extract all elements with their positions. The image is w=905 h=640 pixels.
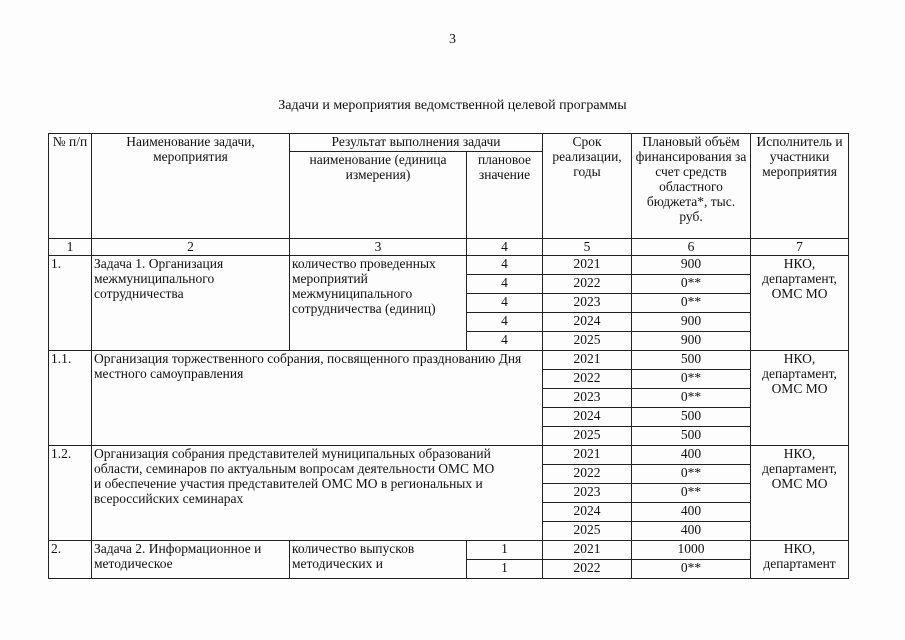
row-executor: НКО, департамент, ОМС МО [751, 446, 849, 541]
table-row [49, 446, 849, 465]
row-result-name: количество выпусков методических и [290, 541, 467, 579]
table-row [49, 541, 849, 560]
row-funding: 0** [632, 389, 751, 408]
column-number: 6 [632, 239, 751, 256]
row-number: 1. [49, 256, 92, 351]
column-number: 7 [751, 239, 849, 256]
row-year: 2021 [543, 446, 632, 465]
row-funding: 500 [632, 408, 751, 427]
column-number: 1 [49, 239, 92, 256]
row-funding: 400 [632, 522, 751, 541]
row-plan-value: 1 [467, 541, 543, 560]
document-title: Задачи и мероприятия ведомственной целевой программы [278, 98, 627, 113]
row-year: 2021 [543, 351, 632, 370]
row-funding: 900 [632, 313, 751, 332]
row-year: 2025 [543, 332, 632, 351]
header-term: Срок реализации, годы [543, 134, 632, 239]
row-year: 2023 [543, 389, 632, 408]
header-result-name: наименование (единица измерения) [290, 152, 467, 239]
row-funding: 0** [632, 370, 751, 389]
row-year: 2022 [543, 370, 632, 389]
row-funding: 900 [632, 256, 751, 275]
row-funding: 1000 [632, 541, 751, 560]
row-number: 1.2. [49, 446, 92, 541]
row-name: Организация торжественного собрания, посвященного празднованию Дня местного самоуправления [92, 351, 543, 446]
row-year: 2023 [543, 294, 632, 313]
row-funding: 0** [632, 275, 751, 294]
row-year: 2025 [543, 427, 632, 446]
row-funding: 0** [632, 465, 751, 484]
row-plan-value: 1 [467, 560, 543, 579]
header-result-plan: плановое значение [467, 152, 543, 239]
row-number: 1.1. [49, 351, 92, 446]
page-number: 3 [449, 32, 456, 47]
row-executor: НКО, департамент, ОМС МО [751, 351, 849, 446]
header-number: № п/п [49, 134, 92, 239]
row-result-name: количество проведенных мероприятий межмуниципального сотрудничества (единиц) [290, 256, 467, 351]
header-result-group: Результат выполнения задачи [290, 134, 543, 152]
row-funding: 400 [632, 503, 751, 522]
row-plan-value: 4 [467, 275, 543, 294]
row-plan-value: 4 [467, 256, 543, 275]
row-funding: 500 [632, 427, 751, 446]
row-year: 2024 [543, 313, 632, 332]
table-row [49, 256, 849, 275]
header-funding: Плановый объём финансирования за счет средств областного бюджета*, тыс. руб. [632, 134, 751, 239]
row-plan-value: 4 [467, 294, 543, 313]
column-number: 4 [467, 239, 543, 256]
row-funding: 0** [632, 484, 751, 503]
row-year: 2022 [543, 560, 632, 579]
row-year: 2024 [543, 503, 632, 522]
row-year: 2024 [543, 408, 632, 427]
row-year: 2022 [543, 275, 632, 294]
row-number: 2. [49, 541, 92, 579]
tasks-table [48, 133, 849, 579]
row-name: Задача 2. Информационное и методическое [92, 541, 290, 579]
column-number: 5 [543, 239, 632, 256]
column-number: 3 [290, 239, 467, 256]
column-number: 2 [92, 239, 290, 256]
row-year: 2021 [543, 256, 632, 275]
row-executor: НКО, департамент, ОМС МО [751, 256, 849, 351]
row-year: 2021 [543, 541, 632, 560]
row-funding: 400 [632, 446, 751, 465]
row-year: 2022 [543, 465, 632, 484]
row-plan-value: 4 [467, 332, 543, 351]
row-name: Организация собрания представителей муниципальных образований области, семинаров по актуальным вопросам деятельности ОМС МО и обеспечение участия представителей ОМС МО в региональных и всероссийских семинарах [92, 446, 543, 541]
header-executor: Исполнитель и участники мероприятия [751, 134, 849, 239]
row-funding: 900 [632, 332, 751, 351]
header-name: Наименование задачи, мероприятия [92, 134, 290, 239]
row-funding: 0** [632, 294, 751, 313]
row-funding: 500 [632, 351, 751, 370]
row-year: 2025 [543, 522, 632, 541]
row-executor: НКО, департамент [751, 541, 849, 579]
row-plan-value: 4 [467, 313, 543, 332]
row-funding: 0** [632, 560, 751, 579]
table-row [49, 351, 849, 370]
row-year: 2023 [543, 484, 632, 503]
row-name: Задача 1. Организация межмуниципального сотрудничества [92, 256, 290, 351]
